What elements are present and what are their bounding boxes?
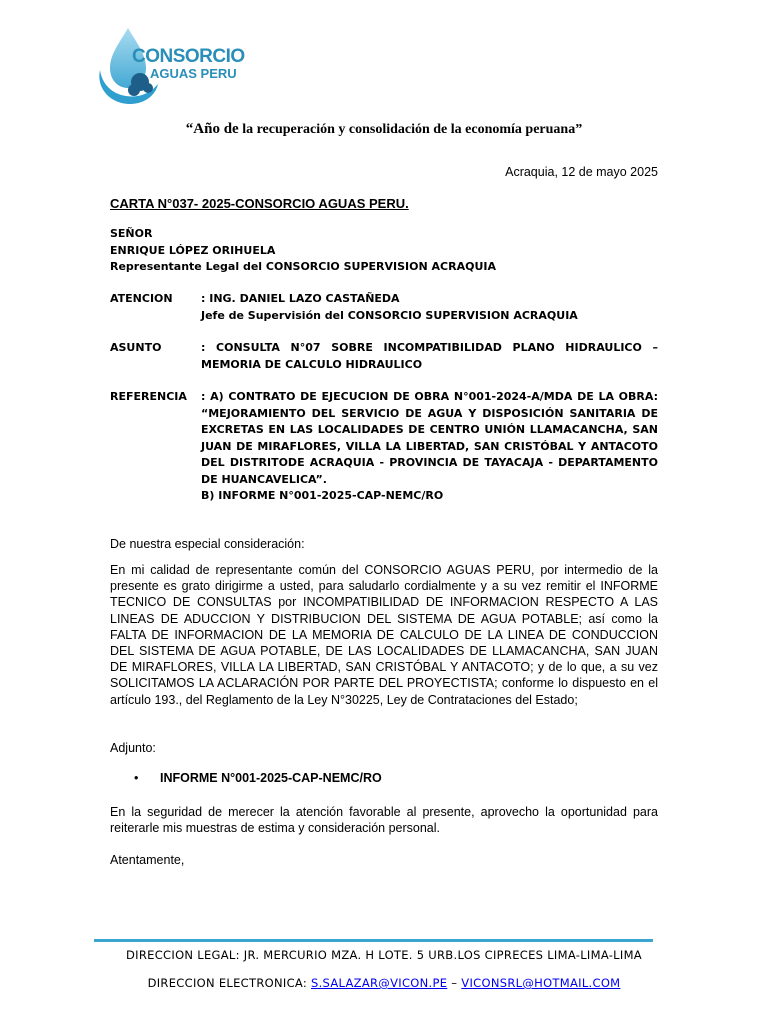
letter-number-title: CARTA N°037- 2025-CONSORCIO AGUAS PERU. [110,196,409,211]
referencia-value [201,389,658,505]
footer-email-line [110,976,658,990]
atencion-line1: : ING. DANIEL LAZO CASTAÑEDA [201,292,400,305]
referencia-label: REFERENCIA [110,390,187,403]
referencia-item-a: : A) CONTRATO DE EJECUCION DE OBRA N°001-2024-A/MDA DE LA OBRA: “MEJORAMIENTO DEL SERVICIO DE AGUA Y DISPOSICIÓN SANITARIA DE EXCRETAS EN LAS LOCALIDADES DE CENTRO UNIÓN LLAMACANCHA, SAN JUAN DE MIRAFLORES, VILLA LA LIBERTAD, SAN CRISTÓBAL Y ANTACOTO DEL DISTRITODE ACRAQUIA - PROVINCIA DE TAYACAJA - DEPARTAMENTO DE HUANCAVELICA”. [201,390,658,486]
signoff: Atentamente, [110,853,185,867]
footer-address: DIRECCION LEGAL: JR. MERCURIO MZA. H LOTE. 5 URB.LOS CIPRECES LIMA-LIMA-LIMA [126,948,642,962]
referencia-row [110,389,658,507]
recipient-role: Representante Legal del CONSORCIO SUPERVISION ACRAQUIA [110,260,496,273]
closing-paragraph: En la seguridad de merecer la atención favorable al presente, aprovecho la oportunidad para reiterarle mis muestras de estima y consideración personal. [110,805,658,836]
date-line: Acraquia, 12 de mayo 2025 [505,165,658,179]
recipient-name: ENRIQUE LÓPEZ ORIHUELA [110,243,276,257]
motto-rest: la recuperación y consolidación de la economía peruana” [238,122,583,137]
email-link-salazar[interactable]: S.SALAZAR@VICON.PE [311,976,448,990]
atencion-row [110,291,658,325]
bullet-icon: • [134,771,139,785]
email-link-viconsrl[interactable]: VICONSRL@HOTMAIL.COM [461,976,621,990]
atencion-line2: Jefe de Supervisión del CONSORCIO SUPERVISION ACRAQUIA [201,308,578,322]
asunto-label: ASUNTO [110,341,162,354]
logo-text-aguas-peru: AGUAS PERU [150,66,237,81]
adjunto-label: Adjunto: [110,741,156,755]
footer-email-label: DIRECCION ELECTRONICA: [147,976,311,990]
recipient-salutation: SEÑOR [110,227,153,240]
motto-prefix: “Año de [185,121,239,137]
main-paragraph: En mi calidad de representante común del CONSORCIO AGUAS PERU, por intermedio de la presente es grato dirigirme a usted, para saludarlo cordialmente y a su vez remitir el INFORME TECNICO DE CONSULTAS por INCOMPATIBILIDAD DE INFORMACION RESPECTO A LAS LINEAS DE ADUCCION Y DISTRIBUCION DEL SISTEMA DE AGUA POTABLE; así como la FALTA DE INFORMACION DE LA MEMORIA DE CALCULO DE LA LINEA DE CONDUCCION DEL SISTEMA DE AGUA POTABLE, DE LAS LOCALIDADES DE LLAMACANCHA, SAN JUAN DE MIRAFLORES, VILLA LA LIBERTAD, SAN CRISTÓBAL Y ANTACOTO; y de lo que, a su vez SOLICITAMOS LA ACLARACIÓN POR PARTE DEL PROYECTISTA; conforme lo dispuesto en el artículo 193., del Reglamento de la Ley N°30225, Ley de Contrataciones del Estado; [110,563,658,707]
attachment-list-item [134,771,382,785]
footer-divider [94,939,653,942]
logo-text-consorcio: CONSORCIO [132,46,245,67]
attachment-name: INFORME N°001-2025-CAP-NEMC/RO [160,771,382,785]
footer-email-separator: – [447,976,462,990]
greeting: De nuestra especial consideración: [110,537,305,551]
year-motto [0,121,768,138]
asunto-row [110,340,658,374]
referencia-item-b: B) INFORME N°001-2025-CAP-NEMC/RO [201,489,444,502]
atencion-value [201,291,658,324]
recipient-block [110,226,496,276]
asunto-value: : CONSULTA N°07 SOBRE INCOMPATIBILIDAD PLANO HIDRAULICO – MEMORIA DE CALCULO HIDRAULICO [201,341,658,371]
atencion-label: ATENCION [110,292,173,305]
